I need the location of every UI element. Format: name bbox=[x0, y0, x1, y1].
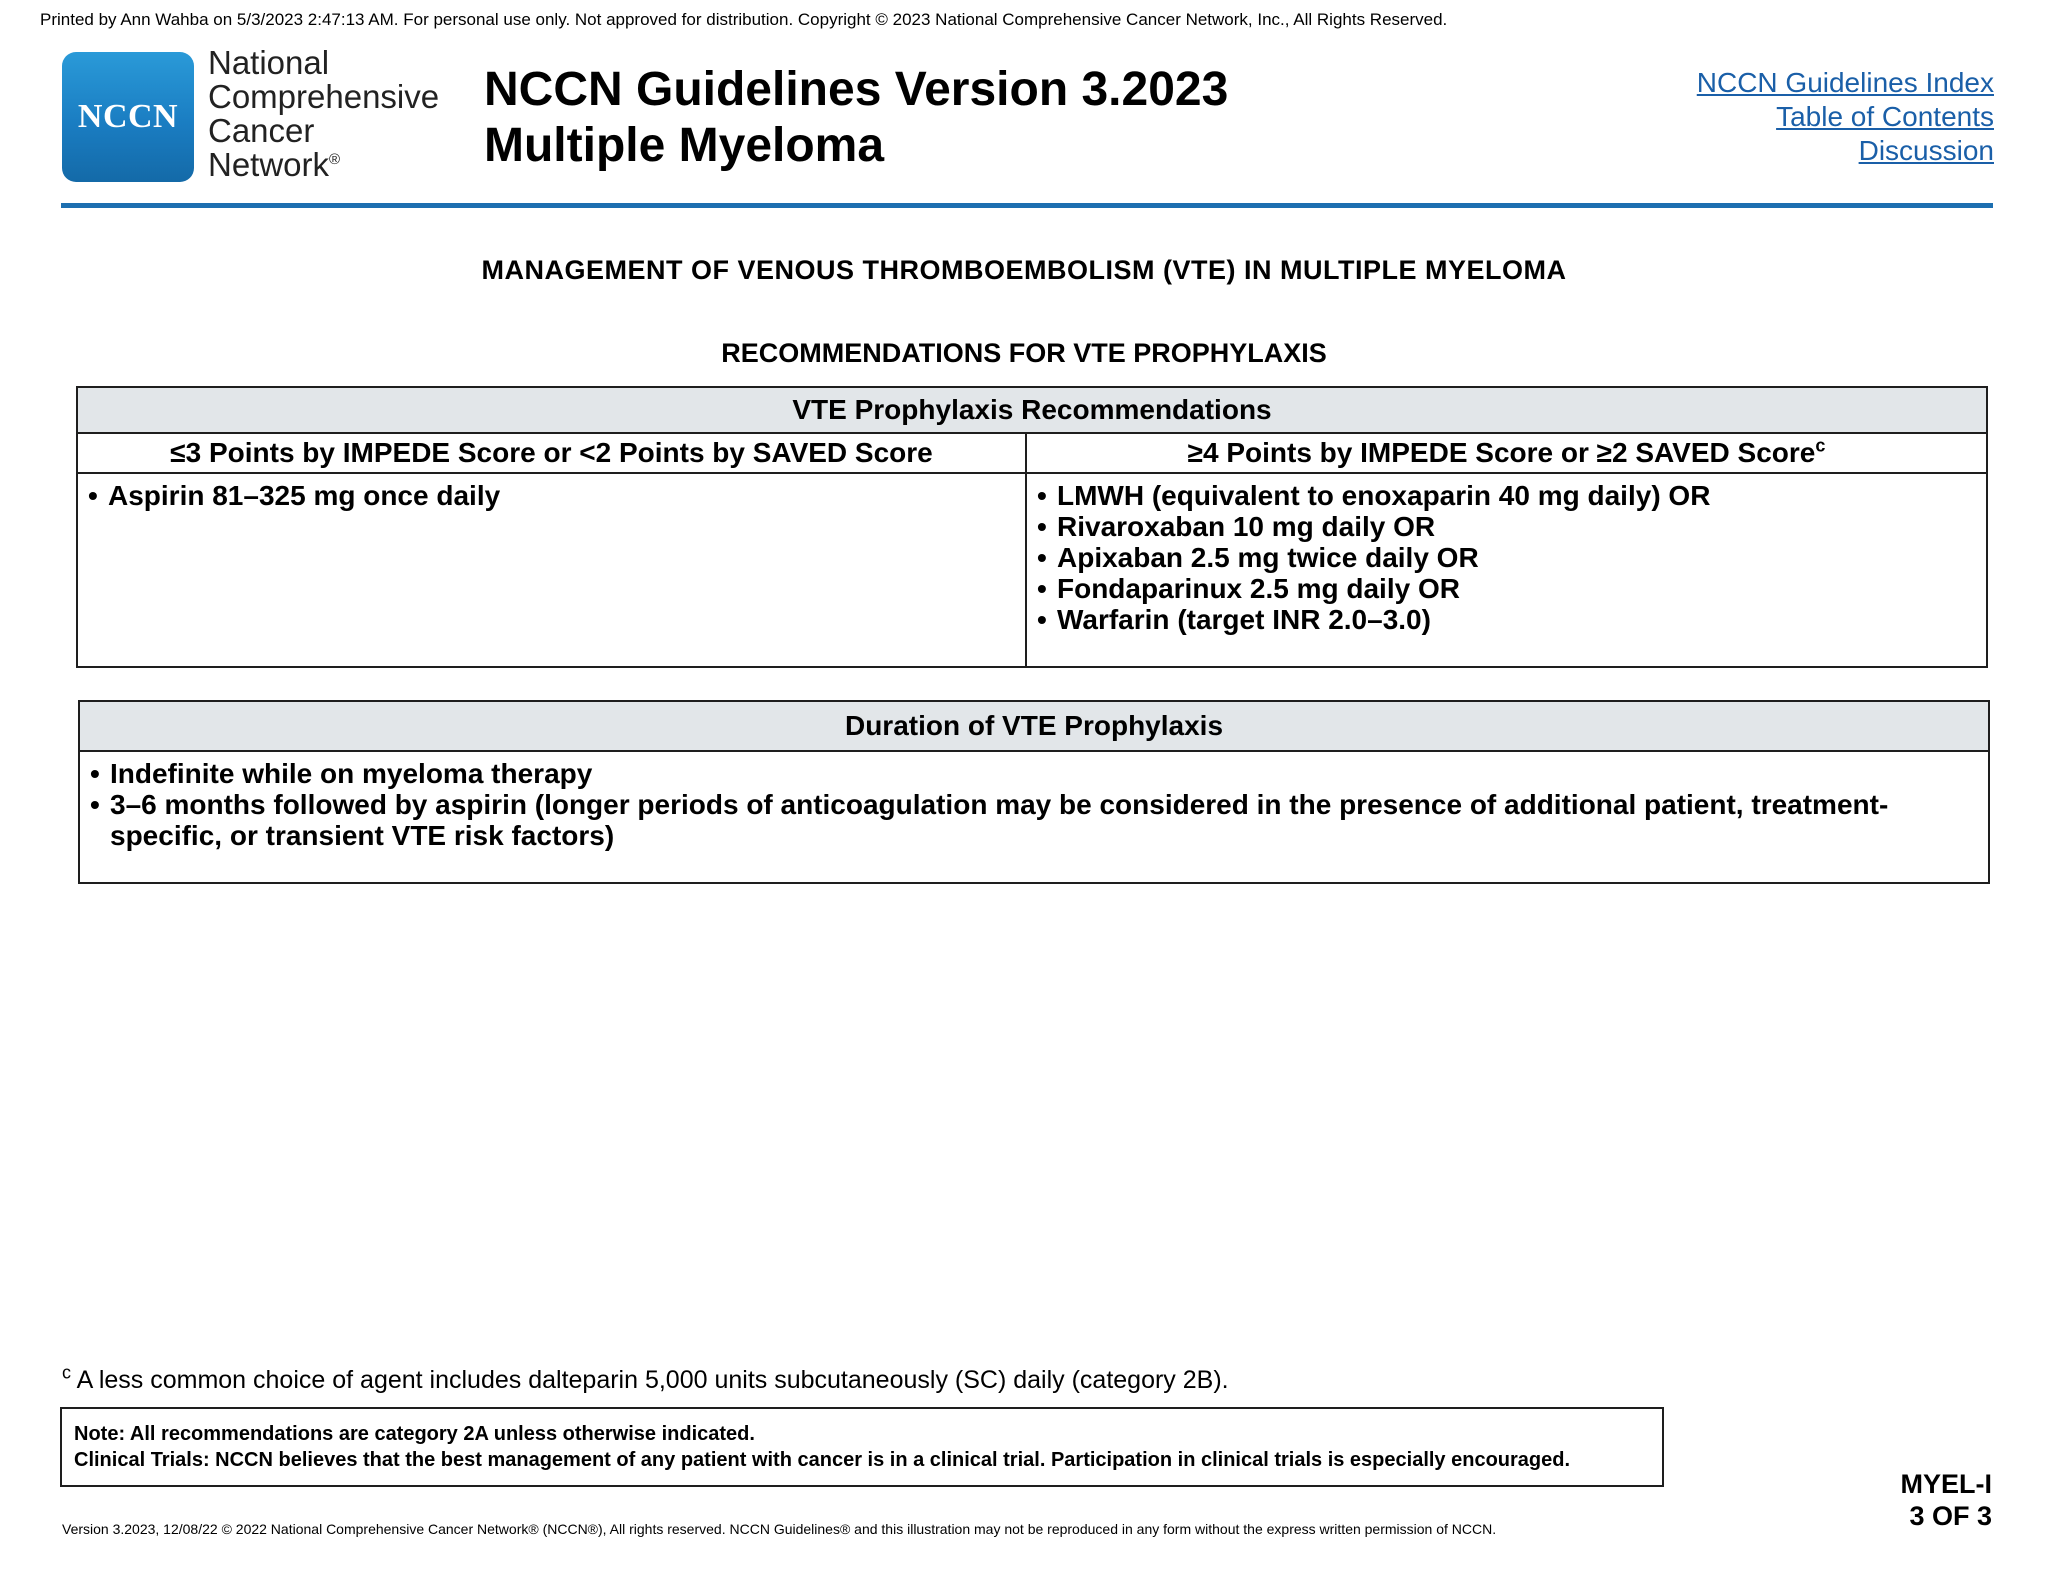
table-of-contents-link[interactable]: Table of Contents bbox=[1776, 101, 1994, 132]
low-risk-cell bbox=[77, 473, 1026, 667]
list-item: • Fondaparinux 2.5 mg daily OR bbox=[1037, 573, 1976, 604]
page-identifier bbox=[1901, 1468, 1993, 1532]
low-risk-column-header: ≤3 Points by IMPEDE Score or <2 Points by SAVED Score bbox=[77, 433, 1026, 473]
subsection-heading: RECOMMENDATIONS FOR VTE PROPHYLAXIS bbox=[721, 338, 1327, 368]
note-line: Note: All recommendations are category 2A unless otherwise indicated. bbox=[74, 1423, 755, 1445]
page-number: 3 OF 3 bbox=[1909, 1501, 1992, 1531]
footnote bbox=[62, 1362, 1229, 1395]
wordmark-line: National bbox=[208, 44, 330, 81]
duration-table bbox=[78, 700, 1990, 884]
section-heading: MANAGEMENT OF VENOUS THROMBOEMBOLISM (VTE) IN MULTIPLE MYELOMA bbox=[481, 255, 1567, 285]
list-item: • Apixaban 2.5 mg twice daily OR bbox=[1037, 542, 1976, 573]
guideline-nav bbox=[1697, 66, 1994, 168]
list-item: • Warfarin (target INR 2.0–3.0) bbox=[1037, 604, 1976, 635]
high-risk-list bbox=[1037, 480, 1976, 635]
nccn-wordmark bbox=[208, 46, 439, 182]
guidelines-index-link[interactable]: NCCN Guidelines Index bbox=[1696, 67, 1994, 98]
page-subtitle: Multiple Myeloma bbox=[484, 119, 885, 172]
list-item: • Rivaroxaban 10 mg daily OR bbox=[1037, 511, 1976, 542]
footnote-marker: c bbox=[1815, 435, 1826, 456]
version-copyright: Version 3.2023, 12/08/22 © 2022 National Comprehensive Cancer Network® (NCCN®), All rights reserved. NCCN Guidelines® and this illustration may not be reproduced in any form without the express written permission of NCCN. bbox=[62, 1521, 1497, 1537]
clinical-trials-line: Clinical Trials: NCCN believes that the best management of any patient with cancer is in a clinical trial. Participation in clinical trials is especially encouraged. bbox=[74, 1449, 1571, 1471]
print-notice: Printed by Ann Wahba on 5/3/2023 2:47:13 AM. For personal use only. Not approved for distribution. Copyright © 2023 National Comprehensive Cancer Network, Inc., All Rights Reserved. bbox=[40, 10, 1448, 29]
list-item: • LMWH (equivalent to enoxaparin 40 mg daily) OR bbox=[1037, 480, 1976, 511]
wordmark-line bbox=[208, 148, 439, 182]
note-box bbox=[60, 1407, 1664, 1487]
wordmark-line: Comprehensive bbox=[208, 78, 440, 115]
table-caption: Duration of VTE Prophylaxis bbox=[79, 701, 1989, 751]
header-divider bbox=[61, 203, 1993, 208]
duration-cell bbox=[79, 751, 1989, 883]
nccn-logo[interactable]: NCCN bbox=[62, 52, 194, 182]
duration-list bbox=[90, 758, 1978, 851]
prophylaxis-recommendations-table bbox=[76, 386, 1988, 668]
table-caption: VTE Prophylaxis Recommendations bbox=[77, 387, 1987, 433]
list-item: • Aspirin 81–325 mg once daily bbox=[88, 480, 1015, 511]
low-risk-list bbox=[88, 480, 1015, 511]
high-risk-column-header bbox=[1026, 433, 1987, 473]
footnote-text: A less common choice of agent includes dalteparin 5,000 units subcutaneously (SC) daily (category 2B). bbox=[76, 1366, 1229, 1394]
page-title: NCCN Guidelines Version 3.2023 bbox=[484, 63, 1229, 116]
list-item: • 3–6 months followed by aspirin (longer periods of anticoagulation may be considered in the presence of additional patient, treatment-specific, or transient VTE risk factors) bbox=[90, 789, 1978, 851]
registered-mark: ® bbox=[329, 151, 341, 168]
footnote-marker: c bbox=[62, 1362, 71, 1383]
wordmark-network: Network bbox=[208, 146, 330, 183]
wordmark-line: Cancer bbox=[208, 112, 315, 149]
list-item: • Indefinite while on myeloma therapy bbox=[90, 758, 1978, 789]
page-code: MYEL-I bbox=[1900, 1469, 1992, 1499]
high-risk-cell bbox=[1026, 473, 1987, 667]
discussion-link[interactable]: Discussion bbox=[1858, 135, 1994, 166]
high-risk-header-text: ≥4 Points by IMPEDE Score or ≥2 SAVED Score bbox=[1187, 437, 1816, 468]
